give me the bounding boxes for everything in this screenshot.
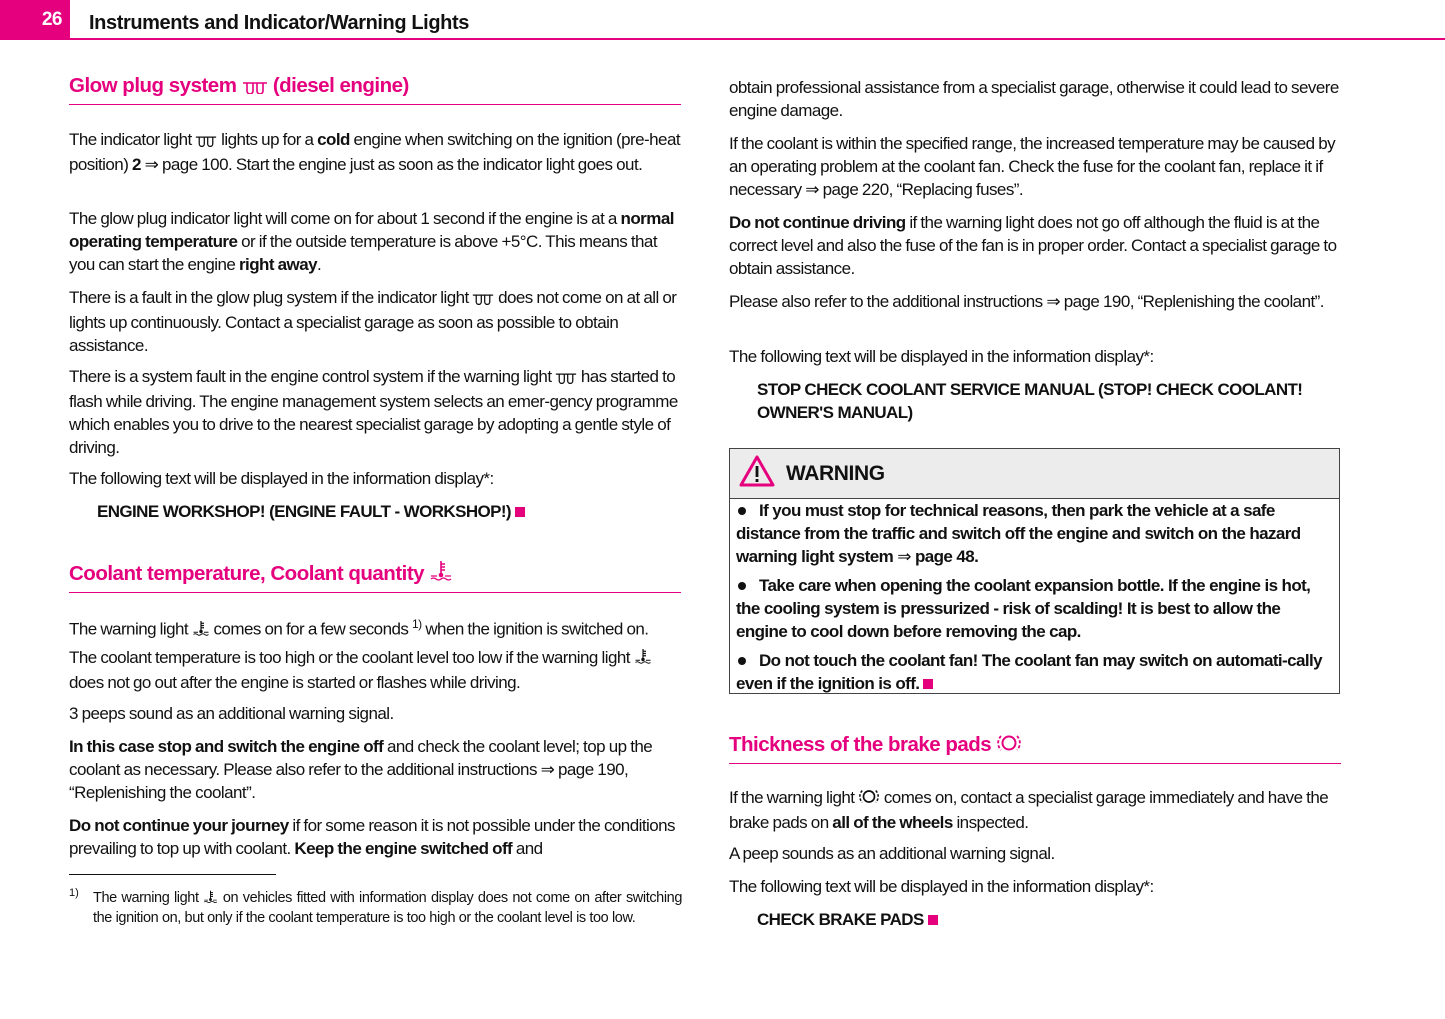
text-span: Please also refer to the additional instructions	[729, 292, 1043, 311]
display-text	[757, 908, 1342, 931]
brake-pad-wear-icon	[858, 788, 880, 811]
footnote-text	[93, 889, 682, 927]
section-end-marker	[923, 679, 933, 689]
text-span: when the ignition is switched on.	[425, 619, 649, 639]
title-text: Thickness of the brake pads	[729, 733, 992, 756]
title-text: Coolant temperature, Coolant quantity	[69, 562, 425, 585]
text-span: If you must stop for technical reasons, then park the vehicle at a safe distance from the traffic and switch off the engine and switch on the hazard warning light system	[736, 501, 1301, 566]
warning-item	[730, 574, 1339, 643]
text-span: ENGINE WORKSHOP! (ENGINE FAULT - WORKSHOP!)	[97, 502, 511, 521]
chapter-title: Instruments and Indicator/Warning Lights	[89, 12, 469, 34]
paragraph	[69, 814, 684, 860]
text-span: There is a system fault in the engine control system if the warning light	[69, 367, 552, 386]
section-end-marker	[928, 915, 938, 925]
glow-plug-icon	[472, 288, 494, 311]
text-span: on vehicles fitted with information display does not come on after switching the ignition on, but only if the coolant temperature is too high or the coolant level is too low.	[93, 890, 682, 926]
coolant-temperature-icon	[203, 890, 218, 909]
header-rule	[70, 38, 1445, 40]
warning-item	[730, 499, 1339, 568]
paragraph	[729, 211, 1344, 280]
paragraph: The following text will be displayed in the information display*:	[729, 347, 1154, 366]
bold-text: Keep the engine switched off	[294, 839, 513, 858]
title-text: Glow plug system	[69, 74, 237, 97]
text-span: The indicator light	[69, 130, 192, 149]
section-title-coolant	[69, 560, 681, 593]
page-reference[interactable]: page 100. Start the engine just as soon as the indicator light goes out.	[161, 155, 643, 174]
paragraph	[69, 128, 684, 176]
text-span: The warning light	[69, 619, 189, 639]
display-text	[97, 500, 682, 523]
footnote-reference[interactable]: 1)	[412, 617, 422, 631]
footnote-mark: 1)	[69, 887, 79, 899]
warning-box	[729, 448, 1340, 694]
text-span: if for some reason it is not possible under the conditions prevailing to top up with coolant.	[69, 816, 676, 858]
title-text: (diesel engine)	[272, 74, 409, 97]
paragraph	[69, 286, 684, 357]
paragraph	[69, 646, 684, 694]
text-span: and check the coolant level; top up the coolant as necessary. Please also refer to the additional instructions	[69, 737, 653, 779]
section-title-brake-pads	[729, 733, 1341, 764]
paragraph	[729, 786, 1344, 834]
bold-text: Do not continue your journey	[69, 816, 289, 835]
page-reference[interactable]: page 48.	[915, 547, 979, 566]
coolant-temperature-icon	[634, 648, 652, 671]
paragraph	[729, 290, 1344, 313]
text-span: if the warning light does not go off although the fluid is at the correct level and also the fuse of the fan is in proper order. Contact a specialist garage to obtain assistance.	[729, 213, 1337, 278]
page-reference[interactable]: page 190, “Replenishing the coolant”.	[69, 760, 629, 802]
paragraph: The following text will be displayed in the information display*:	[69, 469, 494, 488]
bullet	[738, 507, 746, 515]
text-span: has started to flash while driving. The engine management system selects an emer-gency programme which enables you to drive to the nearest specialist garage by adopting a gentle style of driving.	[69, 367, 678, 457]
glow-plug-icon	[195, 130, 217, 153]
bold-text: right away	[238, 255, 318, 274]
paragraph: A peep sounds as an additional warning signal.	[729, 844, 1055, 863]
text-span: .	[317, 255, 322, 274]
paragraph: The following text will be displayed in the information display*:	[729, 877, 1154, 896]
paragraph	[69, 613, 684, 643]
text-span: Take care when opening the coolant expansion bottle. If the engine is hot, the cooling system is pressurized - risk of scalding! It is best to allow the engine to cool down before removing the cap.	[736, 576, 1311, 641]
bullet	[738, 582, 746, 590]
brake-pad-wear-icon	[996, 733, 1022, 759]
page-reference[interactable]: page 220, “Replacing fuses”.	[822, 180, 1024, 199]
warning-triangle-icon	[738, 454, 776, 493]
text-span: If the warning light	[729, 788, 855, 807]
bold-text: cold	[317, 130, 350, 149]
warning-header	[730, 449, 1339, 499]
text-span: inspected.	[956, 813, 1029, 832]
reference-arrow: ⇒	[144, 155, 159, 174]
text-span: or if the outside temperature is above +5°C. This means that you can start the engine	[69, 232, 657, 274]
glow-plug-icon	[555, 367, 577, 390]
coolant-temperature-icon	[429, 560, 453, 588]
text-span: does not come on at all or lights up continuously. Contact a specialist garage as soon as possible to obtain assistance.	[69, 288, 677, 355]
paragraph: obtain professional assistance from a specialist garage, otherwise it could lead to severe engine damage.	[729, 78, 1339, 120]
reference-arrow: ⇒	[540, 760, 555, 779]
glow-plug-icon	[242, 76, 268, 100]
text-span: comes on for a few seconds	[213, 619, 409, 639]
section-title-glow-plug	[69, 74, 681, 105]
bold-text: Do not continue driving	[729, 213, 906, 232]
bold-text: 2	[132, 155, 141, 174]
paragraph	[729, 132, 1344, 201]
text-span: comes on, contact a specialist garage immediately and have the brake pads on	[729, 788, 1329, 832]
text-span: The glow plug indicator light will come on for about 1 second if the engine is at a	[69, 209, 617, 228]
coolant-temperature-icon	[192, 620, 210, 643]
warning-item	[730, 649, 1339, 695]
bold-text: all of the wheels	[832, 813, 953, 832]
text-span: lights up for a	[221, 130, 314, 149]
warning-label: WARNING	[786, 461, 885, 485]
paragraph: 3 peeps sound as an additional warning signal.	[69, 704, 394, 723]
paragraph	[69, 735, 684, 804]
bold-text: normal operating temperature	[69, 209, 674, 251]
page-number: 26	[0, 0, 70, 40]
text-span: The coolant temperature is too high or the coolant level too low if the warning light	[69, 648, 630, 667]
section-end-marker	[515, 507, 525, 517]
text-span: Do not touch the coolant fan! The coolant fan may switch on automati-cally even if the ignition is off.	[736, 651, 1322, 693]
bold-text: In this case stop and switch the engine off	[69, 737, 384, 756]
display-text: STOP CHECK COOLANT SERVICE MANUAL (STOP! CHECK COOLANT! OWNER'S MANUAL)	[757, 380, 1303, 422]
text-span: The warning light	[93, 890, 199, 906]
text-span: There is a fault in the glow plug system if the indicator light	[69, 288, 469, 307]
text-span: does not go out after the engine is started or flashes while driving.	[69, 673, 521, 692]
text-span: If the coolant is within the specified range, the increased temperature may be caused by an operating problem at the coolant fan. Check the fuse for the coolant fan, replace it if necessary	[729, 134, 1336, 199]
reference-arrow: ⇒	[897, 547, 911, 566]
paragraph	[69, 365, 684, 459]
paragraph	[69, 207, 684, 276]
text-span: CHECK BRAKE PADS	[757, 910, 924, 929]
bullet	[738, 657, 746, 665]
page-reference[interactable]: page 190, “Replenishing the coolant”.	[1063, 292, 1324, 311]
text-span: engine when switching on the ignition (pre-heat position)	[69, 130, 681, 174]
text-span: and	[515, 839, 543, 858]
reference-arrow: ⇒	[1046, 292, 1061, 311]
footnote-rule	[69, 874, 276, 875]
reference-arrow: ⇒	[805, 180, 819, 199]
